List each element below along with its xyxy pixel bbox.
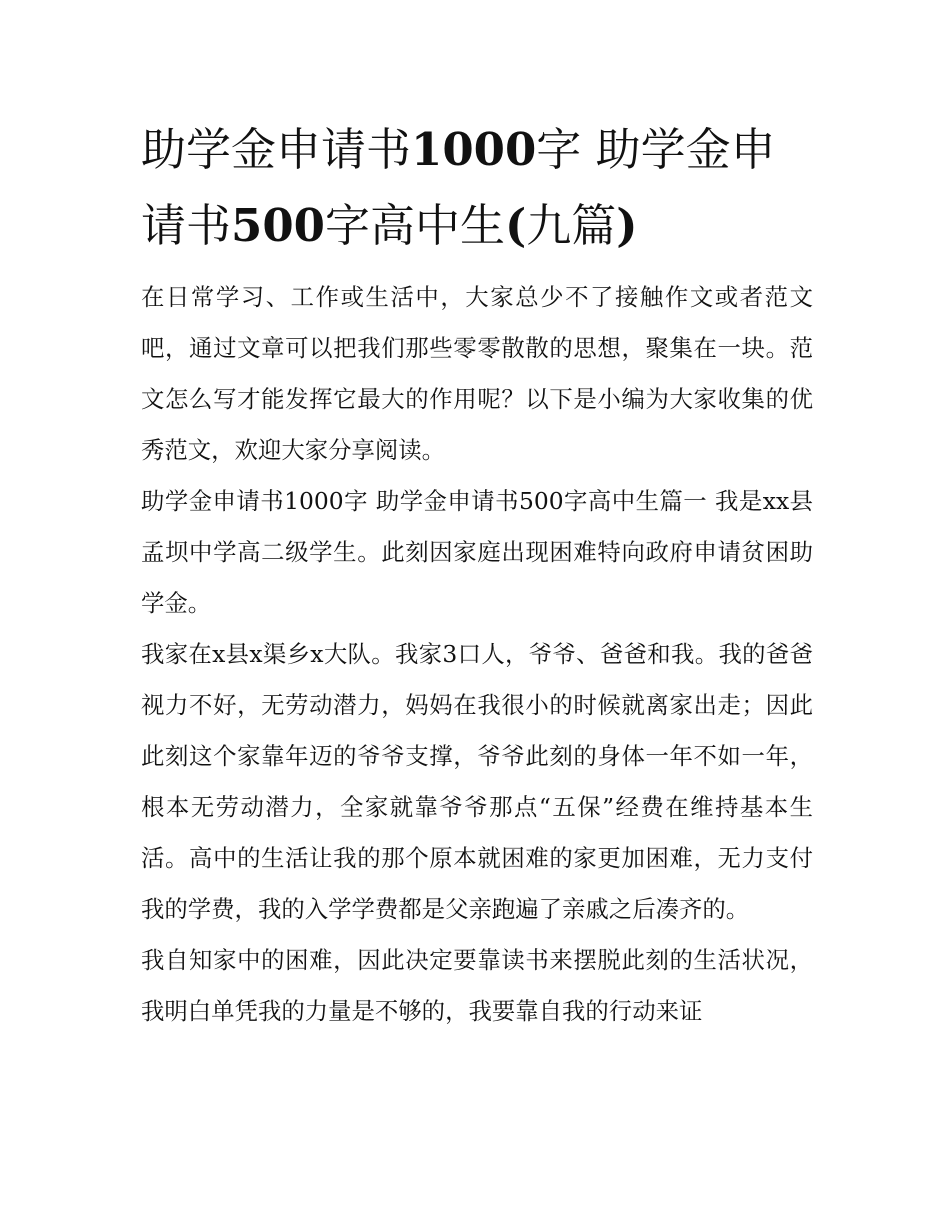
document-body [141,112,813,1037]
paragraph-resolve: 我自知家中的困难，因此决定要靠读书来摆脱此刻的生活状况，我明白单凭我的力量是不够的，我要靠自我的行动来证 [141,946,813,1025]
paragraph-intro: 在日常学习、工作或生活中，大家总少不了接触作文或者范文吧，通过文章可以把我们那些零零散散的思想，聚集在一块。范文怎么写才能发挥它最大的作用呢？以下是小编为大家收集的优秀范文，欢迎大家分享阅读。 [141,283,813,464]
document-title: 助学金申请书1000字 助学金申请书500字高中生(九篇) [141,123,776,252]
paragraph-family-situation: 我家在x县x渠乡x大队。我家3口人，爷爷、爸爸和我。我的爸爸视力不好，无劳动潜力，妈妈在我很小的时候就离家出走；因此此刻这个家靠年迈的爷爷支撑，爷爷此刻的身体一年不如一年，根本无劳动潜力，全家就靠爷爷那点“五保”经费在维持基本生活。高中的生活让我的那个原本就困难的家更加困难，无力支付我的学费，我的入学学费都是父亲跑遍了亲戚之后凑齐的。 [141,640,813,923]
paragraph-applicant-intro: 助学金申请书1000字 助学金申请书500字高中生篇一 我是xx县孟坝中学高二级学生。此刻因家庭出现困难特向政府申请贫困助学金。 [141,487,813,617]
